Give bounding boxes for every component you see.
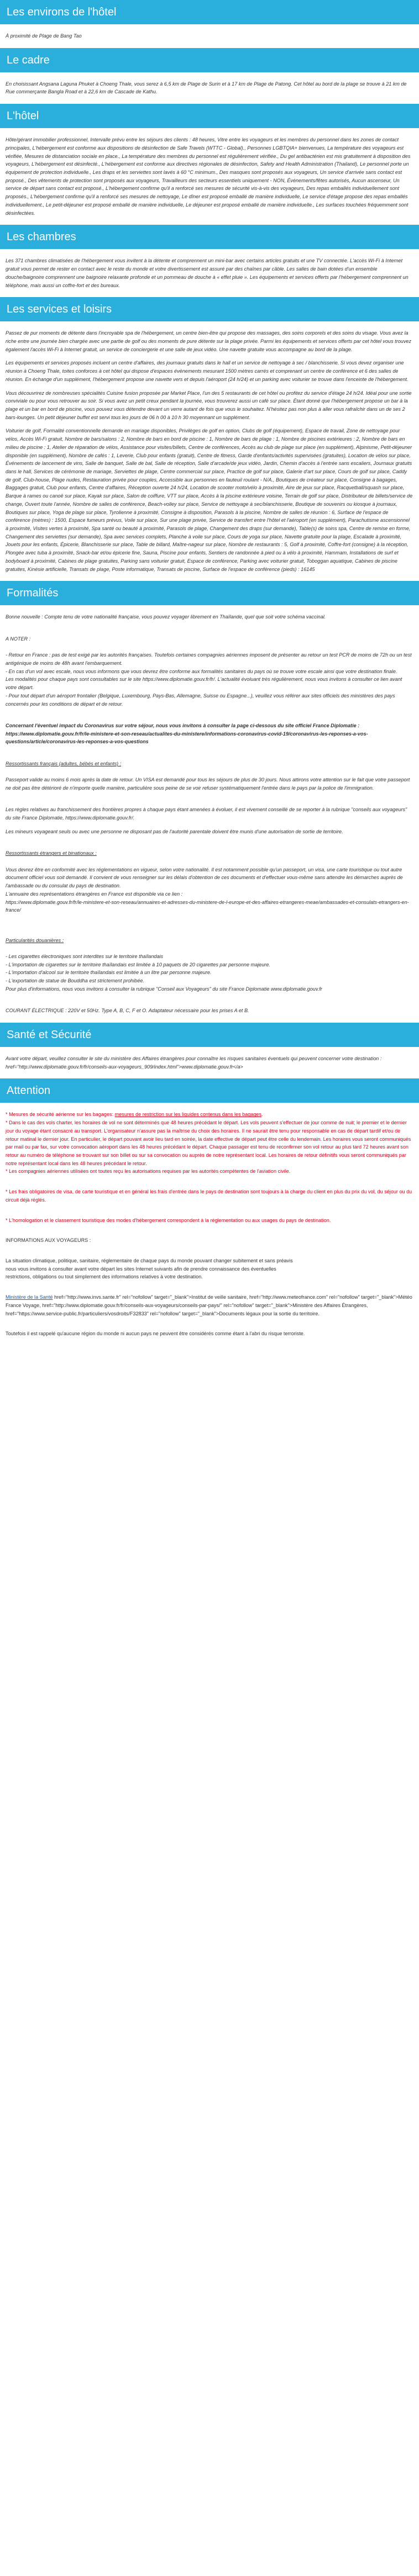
formalites-electric: COURANT ÉLECTRIQUE : 220V et 50Hz. Type A, B, C, F et O. Adaptateur nécessaire pour les prises A et B. xyxy=(6,1008,249,1014)
section-header-formalites: Formalités xyxy=(0,581,419,605)
environs-text: À proximité de Plage de Bang Tao xyxy=(6,33,82,39)
services-paragraph-4: Voiturier de golf, Formalité conventionnelle demande en mariage disponibles, Privilèges de golf en option, Clubs de golf (équipement), Espace de travail, Zone de nettoyage pour vélos, Accès Wi-Fi gratuit, Nombre de bars/salons : 2, Nombre de bars en bord de piscine : 1, Nombre de bars de plage : 1, Nombre de piscines extérieures : 2, Nombre de bars en milieu de piscine : 1, Atelier de réparation de vélos, Assistance pour visites/billets, Centre de conférences, Accès au club de plage sur place (en supplément), Alpinisme, Petit-déjeuner disponible (en supplément), Nombre de cafés : 1, Leverie, Club pour enfants (gratuit), Centre de fitness, Garde d'enfants/activités supervisées (gratuites), Location de vélos sur place, Événements de lancement de vins, Salle de banquet, Salle de bal, Salle de réception, Salle d'arcade/de jeux vidéo, Jardin, Chemin d'accès à l'entrée sans escaliers, Journaux gratuits dans le hall, Services de cérémonie de mariage, Serviettes de plage, Centre commercial sur place, Practice de golf sur place, Galerie d'art sur place, Cours de golf sur place, Caddy de golf, Club-house, Plage nudes, Restauration privée pour couples, Accessible aux personnes en fauteuil roulant - N/A., Boutiques de créateur sur place, Consigne à bagages, Baggages gratuit, Club pour enfants, Centre d'affaires, Réception ouverte 24 h/24, Location de scooter moto/vélo à proximité, Aire de jeux sur place, Racquetball/squash sur place, Barque à rames ou canoë sur place, Kayak sur place, Salon de coiffure, VTT sur place, Accès à la piscine extérieure voisine, Terrain de golf sur place, Distributeur de billets/service de change, Ouvert toute l'année, Nombre de salles de conférence, Beach-volley sur place, Service de nettoyage à sec/blanchisserie, Boutique de souvenirs ou kiosque à journaux, Boutiques sur place, Yoga de plage sur place, Tyrolienne à proximité, Consigne à disposition, Parasols à la piscine, Nombre de salles de réunion : 6, Surface de l'espace de conférence (mètres) : 1500, Espace fumeurs prévus, Voile sur place, Sur une plage privée, Service de transfert entre l'hôtel et l'aéroport (en supplément), Parachutisme ascensionnel à proximité, Visites vertes à proximité, Spa santé ou beauté à proximité, Parasols de plage, Changement des draps (sur demande), Table(s) de soins spa, Centre de remise en forme, Changement des serviettes (sur demande), Spa avec services complets, Planche à voile sur place, Cours de yoga sur place, Navette gratuite pour la plage, Escalade à proximité, Jouets pour les enfants, Épicerie, Blanchisserie sur place, Table de billard, Maître-nageur sur place, Nombre de restaurants : 5, Golf à proximité, Coffre-fort (consigne) à la réception, Plongée avec tuba à proximité, Snack-bar et/ou épicerie fine, Sauna, Piscine pour enfants, Sentiers de randonnée à pied ou à vélo à proximité, Hammam, Installations de surf et bodyboard à proximité, Cabines de plage gratuites, Parking sans voiturier gratuit, Espace de conférence, Parking avec voiturier gratuit, Toboggan aquatique, Cabines de piscine gratuites, Kinésie artificielle, Transats de plage, Poste informatique, Transats de piscine, Surface de l'espace de conférence (pieds) : 16145 xyxy=(6,428,413,572)
formalites-particular-title: Particularités douanières : xyxy=(6,937,64,943)
liquids-restriction-link[interactable]: mesures de restriction sur les liquides contenus dans les bagages xyxy=(114,1112,262,1118)
services-paragraph-2: Les équipements et services proposés incluent un centre d'affaires, des journaux gratuits dans le hall et un service de nettoyage à sec / blanchisserie. Si vous devez organiser une réunion à Choeng Thale, toites conforces à cet hôtel qui dispose d'espaces événements mesurant 1500 mètres carrés et comprenant un centre de conférence et 6 des salles de réunion. En échange d'un supplément, l'hébergement propose une navette vers et depuis l'aéroport (24 h/24) et un parking avec voiturier se trouve dans l'enceinte de l'hébergement. xyxy=(6,360,408,382)
services-paragraph-3: Vous découvrirez de nombreuses spécialités Cuisine fusion proposée par Market Place, l'un des 5 restaurants de cet hôtel ou profitez du service d'étage 24 h/24. Idéal pour une sortie conviviale ou pour vous retrouver au soir. Si vous avez un petit creux pendant la journée, vous trouverez aussi un café sur place. Étant donné que l'hébergement propose un bar à la plage et un bar en bord de piscine, vous pouvez vous détendre devant un verre autant de fois que vous le souhaitez. N'hésitez pas non plus à aller vous rafraîchir dans un de ses 2 bars-lounges. Un petit déjeuner buffet est servi tous les jours de 06 h 00 à 10 h 30 moyennant un supplément. xyxy=(6,390,412,420)
section-header-sante: Santé et Sécurité xyxy=(0,1023,419,1047)
formalites-note-body: - Retour en France : pas de test exigé par les autorités françaises. Toutefois certaines compagnies aériennes imposent de présenter au retour un test PCR de moins de 72h ou un test antigénique de moins de 48h avant l'embarquement. - En cas d'un vol avec escale, nous vous informons que vous devrez être conforme aux formalités sanitaires du pays où se trouve votre escale ainsi que votre destination finale. Les modalités pour chaque pays sont consultables sur le site https://www.diplomatie.gouv.fr/fr/. L'actualité évoluant très régulièrement, nous vous invitons à consulter ce lien avant votre départ. - Pour tout départ d'un aéroport frontalier (Belgique, Luxembourg, Pays-Bas, Allemagne, Suisse ou Espagne...), veuillez vous référer aux sites officiels des ministères des pays concernés pour les conditions de départ et de retour. xyxy=(6,652,412,707)
info-paragraph-3: Toutefois il est rappelé qu'aucune région du monde ni aucun pays ne peuvent être considérés comme étant à l'abri du risque terroriste. xyxy=(6,1331,305,1337)
cadre-text: En choisissant Angsana Laguna Phuket à Choeng Thale, vous serez à 6,5 km de Plage de Surin et à 17 km de Plage de Patong. Cet hôtel au bord de la plage se trouve à 21 km de Rue commerçante Bangla Road et à 22,6 km de Cascade de Kathu. xyxy=(6,81,407,95)
section-cadre xyxy=(0,48,419,96)
section-header-cadre: Le cadre xyxy=(0,48,419,72)
section-chambres xyxy=(0,225,419,289)
section-header-attention: Attention xyxy=(0,1078,419,1103)
info-paragraph-2-text: href="http://www.invs.sante.fr" rel="nofollow" target="_blank">Institut de veille sanitaire, href="http://www.meteofrance.com" rel="nofollow" target="_blank">Météo France Voyage, href="http://www.diplomatie.gouv.fr/fr/conseils-aux-voyageurs/conseils-par-pays/" rel="nofollow" target="_blank">Ministère des Affaires Étrangères, href="https://www.service-public.fr/particuliers/vosdroits/F32833" rel="nofollow" target="_blank">Documents légaux pour la sortie du territoire. xyxy=(6,1294,412,1316)
hotel-text: Hôte/gérant immobilier professionnel, Intervalle prévu entre les séjours des clients : 48 heures, Vitre entre les voyageurs et les membres du personnel dans les zones de contact principales, L'hébergement est conforme aux dispositions de désinfection de Safe Travels (WTTC - Global)., Personnes LGBTQIA+ bienvenues, La température des voyageurs est vérifiée, Mesures de distanciation sociale en place., La température des membres du personnel est régulièrement vérifiée., Du gel antibactérien est mis gratuitement à disposition des voyageurs, L'hébergement est désinfecté., L'hébergement est conforme aux directives régionales de désinfection, Safety and Health Administration (Thailand), Le personnel porte un équipement de protection individuelle., Les draps et les serviettes sont lavés à 60 °C minimum., Des masques sont proposés aux voyageurs, Un service d'arrivée sans contact est proposé., Des vêtements de protection sont proposés aux voyageurs, Travailleurs des secteurs essentiels uniquement - NON, Événements/fêtes autorisés, Aucun ascenseur, Un service de départ sans contact est proposé., L'hébergement confirme qu'il a renforcé ses mesures de sécurité vis-à-vis des voyageurs, Des repas emballés individuellement sont proposés., L'hébergement confirme qu'il a renforcé ses mesures de nettoyage, Le dîner est proposé emballé de manière individuelle, Le service d'étage propose des repas emballés individuellement., Le petit-déjeuner est proposé emballé de manière individuelle, Le déjeuner est proposé emballé de manière individuelle., Les surfaces touchées fréquemment sont désinfectées. xyxy=(6,137,411,216)
attention-star1-b: . * Dans le cas des vols charter, les horaires de vol ne sont déterminés que 48 heures précédant le départ. Les vols peuvent s'effectuer de jour comme de nuit; le premier et le dernier jour du voyage étant consacré au transport. L'organisateur n'assure pas la maîtrise du choix des horaires. Il ne saurait être tenu pour responsable en cas de départ tardif et/ou de retour matinal le dernier jour. En particulier, le départ pouvant avoir lieu tard en soirée, la date effective de départ peut être celle du lendemain. Les horaires vous seront communiqués par mail ou par fax, sur votre convocation aéroport dans les 48 heures précédant le départ. Chaque passager est tenu de reconfirmer son vol retour au plus tard 72 heures avant son retour au numéro de téléphone se trouvant sur son billet ou sur sa convocation ou auprès de notre représentant local. Les horaires de retour définitifs vous seront communiqués par notre représentant local dans les 48 heures précédant le retour. * Les compagnies aériennes utilisées ont toutes reçu les autorisations requises par les autorités compétentes de l'aviation civile. xyxy=(6,1112,411,1175)
formalites-particular-body: - Les cigarettes électroniques sont interdites sur le territoire thaïlandais - L'importation de cigarettes sur le territoire thaïlandais est limitée à 10 paquets de 20 cigarettes par personne majeure. - L'importation d'alcool sur le territoire thaïlandais est limitée à un litre par personne majeure. - L'exportation de statue de Bouddha est strictement prohibée. Pour plus d'informations, nous vous invitons à consulter la rubrique "Conseil aux Voyageurs" du site France Diplomatie www.diplomatie.gouv.fr xyxy=(6,953,322,992)
formalites-particular xyxy=(6,928,413,1001)
info-paragraph-1: La situation climatique, politique, sanitaire, réglementaire de chaque pays du monde pouvant changer subitement et sans préavis nous vous invitons à consulter avant votre départ les sites Internet suivants afin de prendre connaissance des éventuelles restrictions, obligations ou tout simplement des informations relatives à votre destination. xyxy=(6,1258,293,1280)
attention-block-2: * Les frais obligatoires de visa, de carte touristique et en général les frais d'entrée dans le pays de destination sont toujours à la charge du client en plus du prix du vol, du séjour ou du circuit déjà réglés. xyxy=(6,1189,412,1203)
section-services xyxy=(0,297,419,573)
section-formalites xyxy=(0,581,419,1015)
section-header-environs: Les environs de l'hôtel xyxy=(0,0,419,24)
info-paragraph-2 xyxy=(6,1293,413,1318)
section-sante xyxy=(0,1023,419,1071)
attention-block-3: * L'homologation et le classement touristique des modes d'hébergement correspondent à la réglementation ou aux usages du pays de destination. xyxy=(6,1217,331,1223)
attention-star1-a: * Mesures de sécurité aérienne sur les bagages: xyxy=(6,1112,115,1118)
ministere-sante-link[interactable]: Ministère de la Santé xyxy=(6,1294,53,1300)
formalites-covid: Concernant l'éventuel impact du Coronavirus sur votre séjour, nous vous invitons à consulter la page ci-dessous du site officiel France Diplomatie : https://www.diplomatie.gouv.fr/fr/le-ministere-et-son-reseau/actualites-du-ministere/informations-coronavirus-covid-19/coronavirus-les-reponses-a-vos-questions/article/coronavirus-les-reponses-a-vos-questions xyxy=(6,722,368,745)
formalites-note-title: A NOTER : xyxy=(6,636,31,642)
info-title: INFORMATIONS AUX VOYAGEURS : xyxy=(6,1237,91,1244)
formalites-foreign xyxy=(6,842,413,923)
section-header-services: Les services et loisirs xyxy=(0,297,419,321)
services-paragraph-1: Passez de pur moments de détente dans l'incroyable spa de l'hébergement, un centre bien-être qui propose des massages, des soins corporels et des soins du visage. Vous avez la riche entre une journée bien chargée avec une partie de golf ou des moments de pure détente sur la plage privée. Parmi les équipements et services offerts par cet hôtel vous trouvez également l'accès Wi-Fi à Internet gratuit, un service de conciergerie et une salle de jeux vidéo. Une navette gratuite vous accompagne au bord de la plage. xyxy=(6,330,411,352)
section-hotel xyxy=(0,104,419,217)
attention-block-1 xyxy=(6,1110,413,1176)
section-environs xyxy=(0,0,419,40)
formalites-intro: Bonne nouvelle : Compte tenu de votre nationalité française, vous pouvez voyager librement en Thaïlande, quel que soit votre schéma vaccinal. xyxy=(6,614,326,620)
chambres-text: Les 371 chambres climatisées de l'hébergement vous invitent à la détente et comprennent un mini-bar avec certains articles gratuits et une TV connectée. L'accès Wi-Fi à Internet gratuit vous permet de rester en contact avec le reste du monde et votre divertissement est assuré par des chaînes par câble. Les salles de bain dotées d'un ensemble douche/baignoire comprennent une baignoire relaxante profonde et un pommeau de douche à « effet pluie ». Les équipements et services offerts par l'hébergement comprennent un téléphone, mais aussi un coffre-fort et des bureaux. xyxy=(6,258,408,288)
section-header-chambres: Les chambres xyxy=(0,225,419,249)
formalites-rules: Les règles relatives au franchissement des frontières propres à chaque pays étant amenées à évoluer, il est vivement conseillé de se reporter à la rubrique "conseils aux voyageurs" du site France Diplomatie, https://www.diplomatie.gouv.fr/. xyxy=(6,807,407,821)
formalites-minors: Les mineurs voyageant seuls ou avec une personne ne disposant pas de l'autorité parentale doivent être munis d'une autorisation de sortie de territoire. xyxy=(6,828,343,834)
formalites-french xyxy=(6,752,413,800)
section-header-hotel: L'hôtel xyxy=(0,104,419,128)
formalites-french-body: Passeport valide au moins 6 mois après la date de retour. Un VISA est demandé pour tous les séjours de plus de 30 jours. Nous attirons votre attention sur le fait que votre passeport ne doit pas être détérioré de n'importe quelle manière, particulière sous peine de se voir refuser systématiquement l'entrée dans le pays par la police de l'immigration. xyxy=(6,777,410,791)
sante-text: Avant votre départ, veuillez consulter le site du ministère des Affaires étrangères pour connaître les risques sanitaires éventuels qui peuvent concerner votre destination : href="http://www.diplomatie.gouv.fr/fr/conseils-aux-voyageurs_909/index.html">www.diplomatie.gouv.fr</a> xyxy=(6,1055,382,1070)
formalites-french-title: Ressortissants français (adultes, bébés et enfants) : xyxy=(6,760,122,766)
section-attention xyxy=(0,1078,419,1338)
formalites-foreign-body: Vous devrez être en conformité avec les réglementations en vigueur, selon votre nationalité. Il est notamment possible qu'un passeport, un visa, une carte touristique ou tout autre document officiel vous soit demandé. Il convient de vous renseigner sur les délais d'obtention de ces documents et d'effectuer vous-même sans attendre les démarches auprès de l'ambassade ou du consulat du pays de destination. L'annuaire des représentations étrangères en France est disponible via ce lien : https://www.diplomatie.gouv.fr/fr/le-ministere-et-son-reseau/annuaires-et-adresses-du-ministere-de-l-europe-et-des-affaires-etrangeres-meae/ambassades-et-consulats-etrangers-en-france/ xyxy=(6,866,409,913)
formalites-foreign-title: Ressortissants étrangers et binationaux : xyxy=(6,850,97,856)
formalites-note xyxy=(6,627,413,716)
